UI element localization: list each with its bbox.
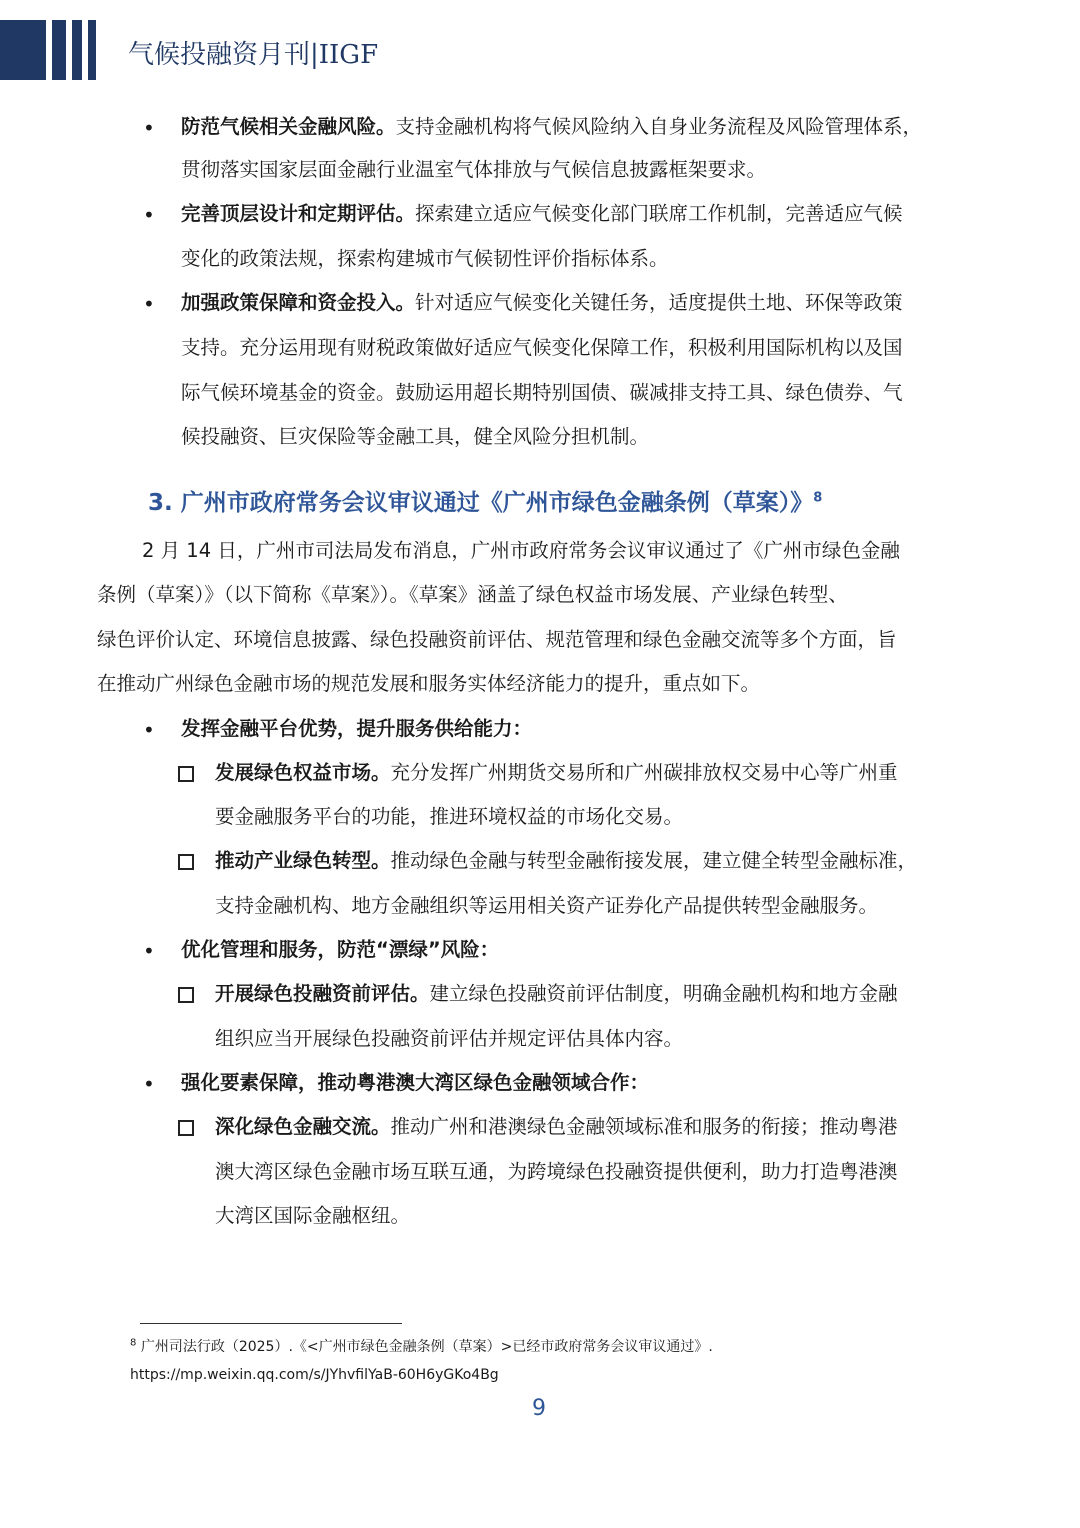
item-lead: 深化绿色金融交流。 bbox=[215, 1115, 391, 1138]
page-number: 9 bbox=[532, 1396, 546, 1421]
group-title: 优化管理和服务，防范“漂绿”风险： bbox=[181, 938, 500, 961]
bullet-dot: • bbox=[143, 292, 155, 316]
paragraph-line: 在推动广州绿色金融市场的规范发展和服务实体经济能力的提升，重点如下。 bbox=[97, 672, 761, 695]
sub-item bbox=[215, 848, 917, 873]
item-text: 推动广州和港澳绿色金融领域标准和服务的衔接；推动粤港 bbox=[390, 1115, 898, 1138]
sub-item bbox=[215, 760, 898, 785]
item-text: 针对适应气候变化关键任务，适度提供土地、环保等政策 bbox=[415, 291, 903, 314]
bullet-dot: • bbox=[143, 116, 155, 140]
item-lead: 加强政策保障和资金投入。 bbox=[181, 291, 416, 314]
footnote-url[interactable]: https://mp.weixin.qq.com/s/JYhvfilYaB-60H6yGKo4Bg bbox=[130, 1367, 499, 1383]
bullet-continuation: 际气候环境基金的资金。鼓励运用超长期特别国债、碳减排支持工具、绿色债券、气 bbox=[181, 381, 903, 404]
item-lead: 完善顶层设计和定期评估。 bbox=[181, 202, 416, 225]
checkbox-square bbox=[178, 766, 194, 782]
bullet-continuation: 贯彻落实国家层面金融行业温室气体排放与气候信息披露框架要求。 bbox=[181, 158, 767, 181]
footnote-divider bbox=[140, 1323, 402, 1324]
bullet-dot: • bbox=[143, 1072, 155, 1096]
item-lead: 防范气候相关金融风险。 bbox=[181, 115, 396, 138]
header-title: 气候投融资月刊|IIGF bbox=[128, 40, 379, 70]
item-text: 充分发挥广州期货交易所和广州碳排放权交易中心等广州重 bbox=[390, 761, 898, 784]
checkbox-square bbox=[178, 854, 194, 870]
sub-item-continuation: 大湾区国际金融枢纽。 bbox=[215, 1204, 411, 1227]
item-text: 建立绿色投融资前评估制度，明确金融机构和地方金融 bbox=[429, 982, 898, 1005]
checkbox-square bbox=[178, 1120, 194, 1136]
bullet-item bbox=[181, 290, 903, 315]
bullet-item bbox=[181, 201, 903, 226]
paragraph-line: 条例（草案）》（以下简称《草案》）。《草案》涵盖了绿色权益市场发展、产业绿色转型、 bbox=[97, 583, 848, 606]
bullet-dot: • bbox=[143, 939, 155, 963]
paragraph-line: 绿色评价认定、环境信息披露、绿色投融资前评估、规范管理和绿色金融交流等多个方面，旨 bbox=[97, 628, 897, 651]
bullet-dot: • bbox=[143, 718, 155, 742]
paragraph-line: 2 月 14 日，广州市司法局发布消息，广州市政府常务会议审议通过了《广州市绿色金融 bbox=[142, 539, 900, 562]
sub-item-continuation: 要金融服务平台的功能，推进环境权益的市场化交易。 bbox=[215, 805, 684, 828]
item-text: 推动绿色金融与转型金融衔接发展，建立健全转型金融标准， bbox=[390, 849, 918, 872]
sub-item bbox=[215, 981, 898, 1006]
item-lead: 推动产业绿色转型。 bbox=[215, 849, 391, 872]
item-lead: 开展绿色投融资前评估。 bbox=[215, 982, 430, 1005]
bullet-continuation: 变化的政策法规，探索构建城市气候韧性评价指标体系。 bbox=[181, 247, 669, 270]
group-title: 发挥金融平台优势，提升服务供给能力： bbox=[181, 717, 533, 740]
item-lead: 发展绿色权益市场。 bbox=[215, 761, 391, 784]
sub-item-continuation: 组织应当开展绿色投融资前评估并规定评估具体内容。 bbox=[215, 1027, 684, 1050]
item-text: 支持金融机构将气候风险纳入自身业务流程及风险管理体系， bbox=[395, 115, 923, 138]
bullet-item bbox=[181, 114, 922, 139]
footnote-text: $^8$ 广州司法行政（2025）.《<广州市绿色金融条例（草案）>已经市政府常务会议审议通过》. bbox=[130, 1337, 713, 1355]
sub-item-continuation: 支持金融机构、地方金融组织等运用相关资产证券化产品提供转型金融服务。 bbox=[215, 894, 879, 917]
sub-item-continuation: 澳大湾区绿色金融市场互联互通，为跨境绿色投融资提供便利，助力打造粤港澳 bbox=[215, 1160, 898, 1183]
checkbox-square bbox=[178, 987, 194, 1003]
section-heading: 3. 广州市政府常务会议审议通过《广州市绿色金融条例（草案）》$^8$ bbox=[148, 490, 823, 516]
bullet-continuation: 支持。充分运用现有财税政策做好适应气候变化保障工作，积极利用国际机构以及国 bbox=[181, 336, 903, 359]
group-title: 强化要素保障，推动粤港澳大湾区绿色金融领域合作： bbox=[181, 1071, 650, 1094]
bullet-continuation: 候投融资、巨灾保险等金融工具，健全风险分担机制。 bbox=[181, 425, 650, 448]
bullet-dot: • bbox=[143, 203, 155, 227]
sub-item bbox=[215, 1114, 898, 1139]
item-text: 探索建立适应气候变化部门联席工作机制，完善适应气候 bbox=[415, 202, 903, 225]
